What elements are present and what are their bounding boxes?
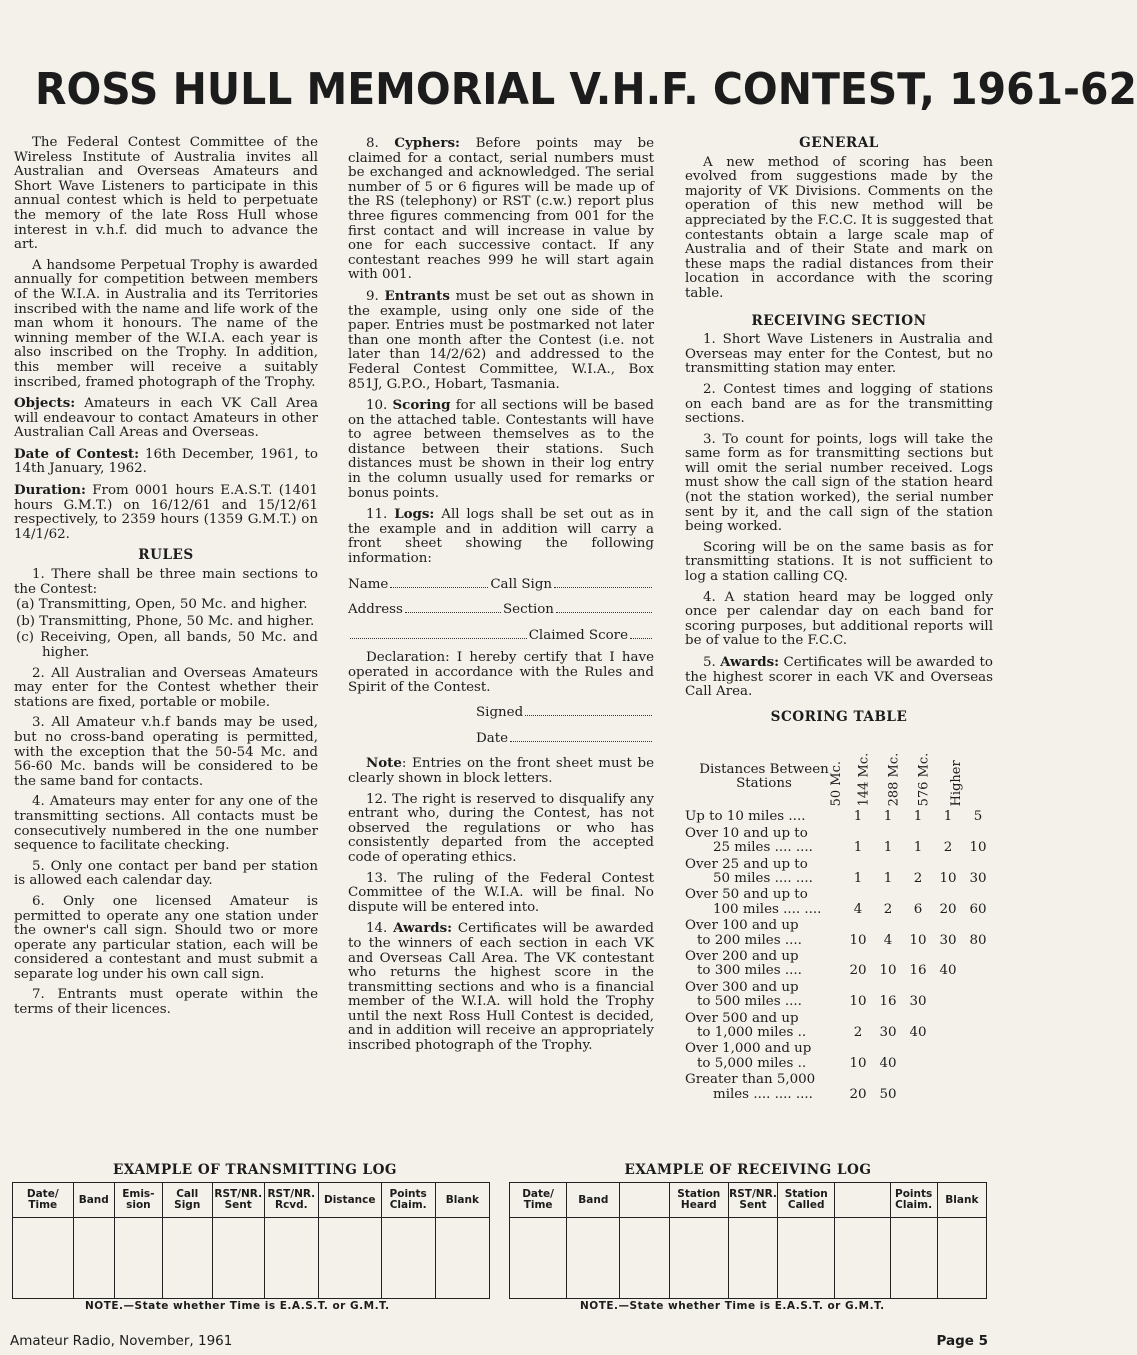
log-column-header: Station Called	[778, 1183, 835, 1218]
rule-9	[348, 289, 654, 392]
form-signed-line	[476, 705, 654, 721]
log-entry-cell[interactable]	[835, 1218, 890, 1299]
receiving-3b: Scoring will be on the same basis as for transmitting stations. It is not sufficient to log a station calling CQ.	[685, 539, 993, 585]
log-column-header: Call Sign	[162, 1183, 212, 1218]
scoring-row-distance: Up to 10 miles	[685, 809, 785, 825]
rule-3: 3. All Amateur v.h.f bands may be used, but no cross-band operating is permitted, with the exception that the 50-54 Mc. and 56-60 Mc. bands will be considered to be the same band for contacts.	[14, 715, 318, 789]
band-header-label: 576 Mc.	[916, 752, 932, 807]
scoring-table	[685, 724, 993, 1104]
scoring-cell: 2	[913, 871, 923, 886]
scoring-header-row	[685, 724, 993, 810]
scoring-cell: 2	[943, 840, 953, 856]
log-column-header: Date/ Time	[510, 1183, 567, 1218]
rule-14	[348, 921, 654, 1053]
log-entry-cell[interactable]	[728, 1218, 777, 1299]
scoring-cell: 40	[909, 1025, 927, 1041]
general-heading: GENERAL	[799, 135, 879, 151]
log-column-header: Points Claim.	[890, 1183, 937, 1218]
scoring-row-label-line1: Over 1,000 and up	[685, 1041, 812, 1057]
transmitting-log-note: NOTE.—State whether Time is E.A.S.T. or G.M.T.	[85, 1300, 390, 1312]
scoring-cell: 80	[969, 932, 987, 948]
receiving-log-table	[509, 1182, 987, 1299]
page-title: ROSS HULL MEMORIAL V.H.F. CONTEST, 1961-62	[35, 64, 1137, 115]
scoring-cell	[903, 1042, 933, 1073]
scoring-row-distance: to 1,000 miles	[697, 1025, 794, 1041]
scoring-cell	[933, 1012, 963, 1043]
scoring-row-dots: .... ....	[778, 901, 822, 917]
scoring-row-label-line2	[685, 1057, 843, 1071]
scoring-row	[685, 888, 993, 919]
scoring-cell: 1	[883, 871, 893, 886]
rule-8-text: Before points may be claimed for a contact, serial numbers must be exchanged and acknowledged. The serial number of 5 or 6 figures will be made up of the RS (telephony) or RST (c.w.) report plus three figures commencing from 001 for the first contact and will increase in value by one for each successive contact. If any contestant reaches 999 he will start again with 001.	[348, 136, 654, 283]
date-paragraph	[14, 447, 318, 477]
scoring-row-label-line1: Over 300 and up	[685, 979, 799, 995]
scoring-cell	[933, 981, 963, 1012]
form-name-line	[348, 577, 654, 593]
transmitting-log-table	[12, 1182, 490, 1299]
log-column-header: Date/ Time	[13, 1183, 74, 1218]
scoring-cell: 10	[879, 963, 897, 979]
scoring-row-dots: .... ....	[770, 840, 813, 856]
scoring-row-label-line1: Over 10 and up to	[685, 825, 808, 841]
scoring-row-dots: ..	[793, 1055, 807, 1071]
log-entry-cell[interactable]	[264, 1218, 318, 1299]
objects-paragraph	[14, 396, 318, 441]
scoring-row-label	[685, 810, 843, 826]
date-label: Date of Contest:	[14, 445, 140, 462]
log-entry-cell[interactable]	[778, 1218, 835, 1299]
rule-11-label: Logs:	[394, 506, 435, 523]
rule-9-label: Entrants	[384, 287, 450, 304]
scoring-row-label	[685, 1042, 843, 1073]
rule-4: 4. Amateurs may enter for any one of the transmitting sections. All contacts must be consecutively numbered in the one number sequence to facilitate checking.	[14, 794, 318, 854]
intro-paragraph-2: A handsome Perpetual Trophy is awarded annually for competition between members of the W.I.A. in Australia and its Territories inscribed with the name and life work of the man whom it honours. The name of the winning member of the W.I.A. each year is also inscribed on the Trophy. In addition, this member will receive a suitably inscribed, framed photograph of the Trophy.	[14, 257, 318, 390]
log-entry-cell[interactable]	[318, 1218, 381, 1299]
scoring-row-label-line2	[685, 841, 843, 855]
form-address-line	[348, 602, 654, 618]
rule-9-num: 9.	[366, 288, 385, 304]
scoring-row	[685, 1073, 993, 1104]
declaration: Declaration: I hereby certify that I have operated in accordance with the Rules and Spirit of the Contest.	[348, 650, 654, 695]
scoring-cell: 16	[879, 994, 897, 1010]
rule-8	[348, 136, 654, 283]
rule-11-num: 11.	[366, 507, 395, 523]
log-column-header: Blank	[435, 1183, 489, 1218]
band-header-label: 288 Mc.	[886, 752, 902, 807]
scoring-row-label-line2	[685, 872, 843, 886]
log-column-header	[620, 1183, 669, 1218]
scoring-row-distance: 50 miles	[713, 871, 771, 886]
scoring-cell: 5	[973, 809, 983, 825]
receiving-log-title: EXAMPLE OF RECEIVING LOG	[624, 1162, 872, 1178]
log-column-header	[835, 1183, 890, 1218]
rule-12: 12. The right is reserved to disqualify any entrant who, during the Contest, has not observed the regulations or who has consistently departed from the accepted code of operating ethics.	[348, 791, 654, 865]
column-3	[685, 136, 993, 1104]
rule-10-label: Scoring	[392, 397, 451, 414]
scoring-row-label-line2	[685, 1026, 843, 1040]
scoring-row-dots: ....	[780, 994, 802, 1010]
scoring-cell	[963, 1042, 993, 1073]
log-column-header: Points Claim.	[381, 1183, 435, 1218]
scoring-cell: 4	[853, 901, 863, 917]
scoring-row-label-line1: Over 200 and up	[685, 949, 799, 965]
scoring-cell: 2	[883, 901, 893, 917]
scoring-cell: 1	[913, 840, 923, 856]
rule-14-label: Awards:	[393, 920, 453, 937]
scoring-cell: 10	[849, 932, 867, 948]
scoring-row-label-line1: Over 25 and up to	[685, 856, 808, 872]
receiving-2: 2. Contest times and logging of stations on each band are as for the transmitting sections.	[685, 381, 993, 427]
scoring-row	[685, 919, 993, 950]
footer-page-number: Page 5	[936, 1333, 988, 1349]
scoring-row-label	[685, 827, 843, 858]
note-label: Note	[366, 755, 402, 772]
rule-10	[348, 398, 654, 501]
scoring-row-distance: to 5,000 miles	[697, 1055, 794, 1071]
scoring-row-distance: to 200 miles	[697, 932, 781, 948]
rule-10-num: 10.	[366, 398, 393, 414]
receiving-log-header	[510, 1183, 987, 1218]
rule-1a: (a) Transmitting, Open, 50 Mc. and higher.	[16, 597, 308, 613]
scoring-cell: 1	[853, 840, 863, 856]
band-header-label: Higher	[948, 760, 964, 807]
receiving-5-label: Awards:	[720, 654, 780, 670]
scoring-row	[685, 858, 993, 889]
scoring-cell	[963, 981, 993, 1012]
rules-heading: RULES	[138, 547, 194, 564]
date-text: 16th December, 1961, to 14th January, 1962.	[14, 446, 318, 477]
scoring-cell: 60	[969, 901, 987, 917]
band-header	[948, 724, 993, 810]
band-header-label: 50 Mc.	[828, 760, 844, 807]
scoring-cell: 10	[849, 1055, 867, 1071]
scoring-row-distance: 100 miles	[713, 901, 779, 917]
log-entry-cell[interactable]	[620, 1218, 669, 1299]
scoring-cell: 40	[939, 963, 957, 979]
rule-13: 13. The ruling of the Federal Contest Committee of the W.I.A. will be final. No dispute will be entered into.	[348, 870, 654, 915]
scoring-row	[685, 827, 993, 858]
scoring-row-label-line2	[685, 995, 843, 1009]
receiving-log-note: NOTE.—State whether Time is E.A.S.T. or G.M.T.	[580, 1300, 885, 1312]
scoring-row-label-line1: Over 500 and up	[685, 1010, 799, 1026]
intro-paragraph-1: The Federal Contest Committee of the Wireless Institute of Australia invites all Australian and Overseas Amateurs and Short Wave Listeners to participate in this annual contest which is held to perpetuate the memory of the late Ross Hull whose interest in v.h.f. did much to advance the art.	[14, 135, 318, 253]
scoring-row-distance: miles	[713, 1086, 750, 1102]
scoring-cell	[963, 1073, 993, 1104]
scoring-row-distance: to 300 miles	[697, 963, 781, 979]
scoring-cell: 20	[939, 901, 957, 917]
rule-10-text: for all sections will be based on the attached table. Contestants will have to agree between themselves as to the distance between their stations. Such distances must be shown in their log entry in the column usually used for remarks or bonus points.	[348, 398, 654, 501]
form-date-line	[476, 731, 654, 747]
objects-text: Amateurs in each VK Call Area will endeavour to contact Amateurs in other Australian Call Areas and Overseas.	[14, 396, 318, 441]
transmitting-log-title: EXAMPLE OF TRANSMITTING LOG	[112, 1162, 398, 1178]
form-date-label: Date	[476, 730, 509, 746]
rule-6: 6. Only one licensed Amateur is permitted to operate any one station under the owner's call sign. Should two or more operate any particular station, each will be considered a contestant and must submit a separate log under his own call sign.	[14, 893, 318, 982]
scoring-row-label	[685, 950, 843, 981]
receiving-5-num: 5.	[703, 655, 721, 670]
receiving-1: 1. Short Wave Listeners in Australia and Overseas may enter for the Contest, but no transmitting station may enter.	[685, 332, 993, 377]
rule-1c: (c) Receiving, Open, all bands, 50 Mc. and higher.	[16, 630, 318, 660]
form-callsign-label: Call Sign	[490, 576, 553, 592]
log-column-header: RST/NR. Rcvd.	[264, 1183, 318, 1218]
log-column-header: RST/NR. Sent	[728, 1183, 777, 1218]
scoring-cell: 10	[849, 994, 867, 1010]
scoring-cell: 1	[943, 809, 953, 825]
receiving-heading: RECEIVING SECTION	[751, 312, 927, 329]
column-1	[14, 136, 318, 1024]
scoring-cell	[933, 1042, 963, 1073]
scoring-row-label-line1: Greater than 5,000	[685, 1072, 816, 1088]
scoring-cell	[963, 950, 993, 981]
scoring-row	[685, 810, 993, 826]
note-text: : Entries on the front sheet must be clearly shown in block letters.	[348, 756, 654, 786]
form-address-label: Address	[348, 602, 403, 618]
rule-9-text: must be set out as shown in the example, using only one side of the paper. Entries must be postmarked not later than one month after the Contest (i.e. not later than 14/2/62) and addressed to the Federal Contest Committee, W.I.A., Box 851J, G.P.O., Hobart, Tasmania.	[348, 288, 654, 392]
column-2	[348, 136, 654, 1060]
rule-11	[348, 507, 654, 566]
scoring-cell: 1	[883, 840, 893, 856]
objects-label: Objects:	[14, 395, 76, 412]
log-column-header: Distance	[318, 1183, 381, 1218]
rule-1: 1. There shall be three main sections to the Contest:	[14, 567, 318, 597]
scoring-row-label	[685, 981, 843, 1012]
rule-11-text: All logs shall be set out as in the example and in addition will carry a front sheet showing the following information:	[348, 507, 655, 567]
log-column-header: Station Heard	[669, 1183, 728, 1218]
scoring-row-label-line2	[685, 964, 843, 978]
log-column-header: Blank	[937, 1183, 986, 1218]
rule-14-text: Certificates will be awarded to the winners of each section in each VK and Overseas Call Area. The VK contestant who returns the highest score in the transmitting sections and who is a financial member of the W.I.A. will hold the Trophy until the next Ross Hull Contest is decided, and in addition will receive an appropriately inscribed photograph of the Trophy.	[348, 921, 654, 1054]
scoring-row-dots: .... .... ....	[749, 1086, 813, 1102]
scoring-cell: 1	[853, 809, 863, 825]
log-entry-cell[interactable]	[381, 1218, 435, 1299]
log-column-header: Band	[73, 1183, 114, 1218]
scoring-cell: 10	[909, 932, 927, 948]
receiving-5-text: Certificates will be awarded to the highest scorer in each VK and Overseas Call Area.	[685, 655, 993, 700]
scoring-cell: 50	[879, 1086, 897, 1102]
log-entry-cell[interactable]	[510, 1218, 567, 1299]
rule-8-num: 8.	[366, 136, 395, 151]
scoring-row-dots: ..	[793, 1025, 807, 1041]
scoring-row-label-line2	[685, 934, 843, 948]
receiving-4: 4. A station heard may be logged only once per calendar day on each band for scoring purposes, but additional reports will be of value to the F.C.C.	[685, 589, 993, 649]
scoring-cell: 2	[853, 1025, 863, 1041]
scoring-row-label	[685, 858, 843, 889]
log-entry-cell[interactable]	[13, 1218, 74, 1299]
scoring-row	[685, 981, 993, 1012]
form-signed-label: Signed	[476, 705, 524, 721]
scoring-row-label	[685, 1012, 843, 1043]
rule-8-label: Cyphers:	[394, 135, 460, 151]
scoring-row-label-line1: Over 100 and up	[685, 918, 799, 934]
log-entry-cell[interactable]	[937, 1218, 986, 1299]
scoring-row	[685, 1042, 993, 1073]
rule-14-num: 14.	[366, 921, 394, 937]
scoring-cell: 20	[849, 963, 867, 979]
scoring-row-dots: .... ....	[770, 871, 813, 886]
scoring-row-label-line2	[685, 903, 843, 917]
log-column-header: Emis- sion	[114, 1183, 162, 1218]
log-entry-cell[interactable]	[114, 1218, 162, 1299]
scoring-cell: 40	[879, 1055, 897, 1071]
scoring-cell: 30	[909, 994, 927, 1010]
scoring-cell	[903, 1073, 933, 1104]
transmitting-log-body	[13, 1218, 490, 1299]
scoring-row-distance: 25 miles	[713, 840, 771, 856]
log-entry-cell[interactable]	[162, 1218, 212, 1299]
scoring-cell: 10	[939, 871, 957, 886]
log-entry-cell[interactable]	[73, 1218, 114, 1299]
scoring-cell: 20	[849, 1086, 867, 1102]
receiving-5	[685, 655, 993, 700]
scoring-cell	[963, 1012, 993, 1043]
scoring-row-dots: ....	[780, 932, 802, 948]
scoring-row-label-line1: Over 50 and up to	[685, 887, 808, 903]
scoring-cell	[933, 1073, 963, 1104]
rule-2: 2. All Australian and Overseas Amateurs may enter for the Contest whether their stations are fixed, portable or mobile.	[14, 665, 318, 710]
form-claimed-line	[348, 628, 654, 644]
rule-1b: (b) Transmitting, Phone, 50 Mc. and higher.	[16, 613, 315, 629]
scoring-row	[685, 950, 993, 981]
receiving-3: 3. To count for points, logs will take the same form as for transmitting sections but will omit the serial number received. Logs must show the call sign of the station heard (not the station worked), the serial number sent by it, and the call sign of the station being worked.	[685, 431, 993, 535]
receiving-log-body	[510, 1218, 987, 1299]
rule-7: 7. Entrants must operate within the terms of their licences.	[14, 987, 318, 1018]
duration-label: Duration:	[14, 482, 86, 499]
transmitting-log-header	[13, 1183, 490, 1218]
rule-5: 5. Only one contact per band per station is allowed each calendar day.	[14, 858, 318, 889]
log-entry-cell[interactable]	[567, 1218, 620, 1299]
scoring-cell: 10	[969, 840, 987, 856]
scoring-row-label	[685, 888, 843, 919]
footer-publication: Amateur Radio, November, 1961	[10, 1333, 233, 1349]
scoring-row-distance: to 500 miles	[697, 994, 781, 1010]
band-header-label: 144 Mc.	[856, 752, 872, 807]
form-claimed-label: Claimed Score	[528, 627, 628, 643]
scoring-row-label-line2	[685, 1088, 843, 1102]
scoring-distance-header: Distances Between Stations	[699, 761, 829, 792]
duration-paragraph	[14, 483, 318, 542]
form-section-label: Section	[502, 602, 554, 618]
scoring-cell: 1	[883, 809, 893, 825]
log-column-header: RST/NR. Sent	[212, 1183, 264, 1218]
scoring-row-label	[685, 919, 843, 950]
log-column-header: Band	[567, 1183, 620, 1218]
scoring-row-label-line1	[685, 810, 843, 824]
scoring-row-label	[685, 1073, 843, 1104]
scoring-cell: 30	[939, 932, 957, 948]
log-entry-cell[interactable]	[890, 1218, 937, 1299]
scoring-cell: 6	[913, 901, 923, 917]
log-entry-cell[interactable]	[435, 1218, 489, 1299]
form-name-label: Name	[348, 576, 389, 592]
log-entry-cell[interactable]	[212, 1218, 264, 1299]
scoring-cell: 16	[909, 963, 927, 979]
scoring-row-dots: ....	[780, 963, 802, 979]
note-paragraph	[348, 756, 654, 786]
scoring-cell: 30	[969, 871, 987, 886]
scoring-row-dots: ....	[784, 809, 806, 825]
scoring-cell: 1	[853, 871, 863, 886]
scoring-cell: 4	[883, 932, 893, 948]
general-paragraph: A new method of scoring has been evolved from suggestions made by the majority of VK Divisions. Comments on the operation of this new method will be appreciated by the F.C.C. It is suggested that contestants obtain a large scale map of Australia and of their State and mark on these maps the radial distances from their location in accordance with the scoring table.	[685, 154, 993, 301]
scoring-cell: 30	[879, 1025, 897, 1041]
scoring-cell: 1	[913, 809, 923, 825]
log-entry-cell[interactable]	[669, 1218, 728, 1299]
scoring-heading: SCORING TABLE	[770, 708, 908, 725]
duration-text: From 0001 hours E.A.S.T. (1401 hours G.M.T.) on 16/12/61 and 15/12/61 respectively, to 2359 hours (1359 G.M.T.) on 14/1/62.	[14, 483, 318, 542]
scoring-row	[685, 1012, 993, 1043]
